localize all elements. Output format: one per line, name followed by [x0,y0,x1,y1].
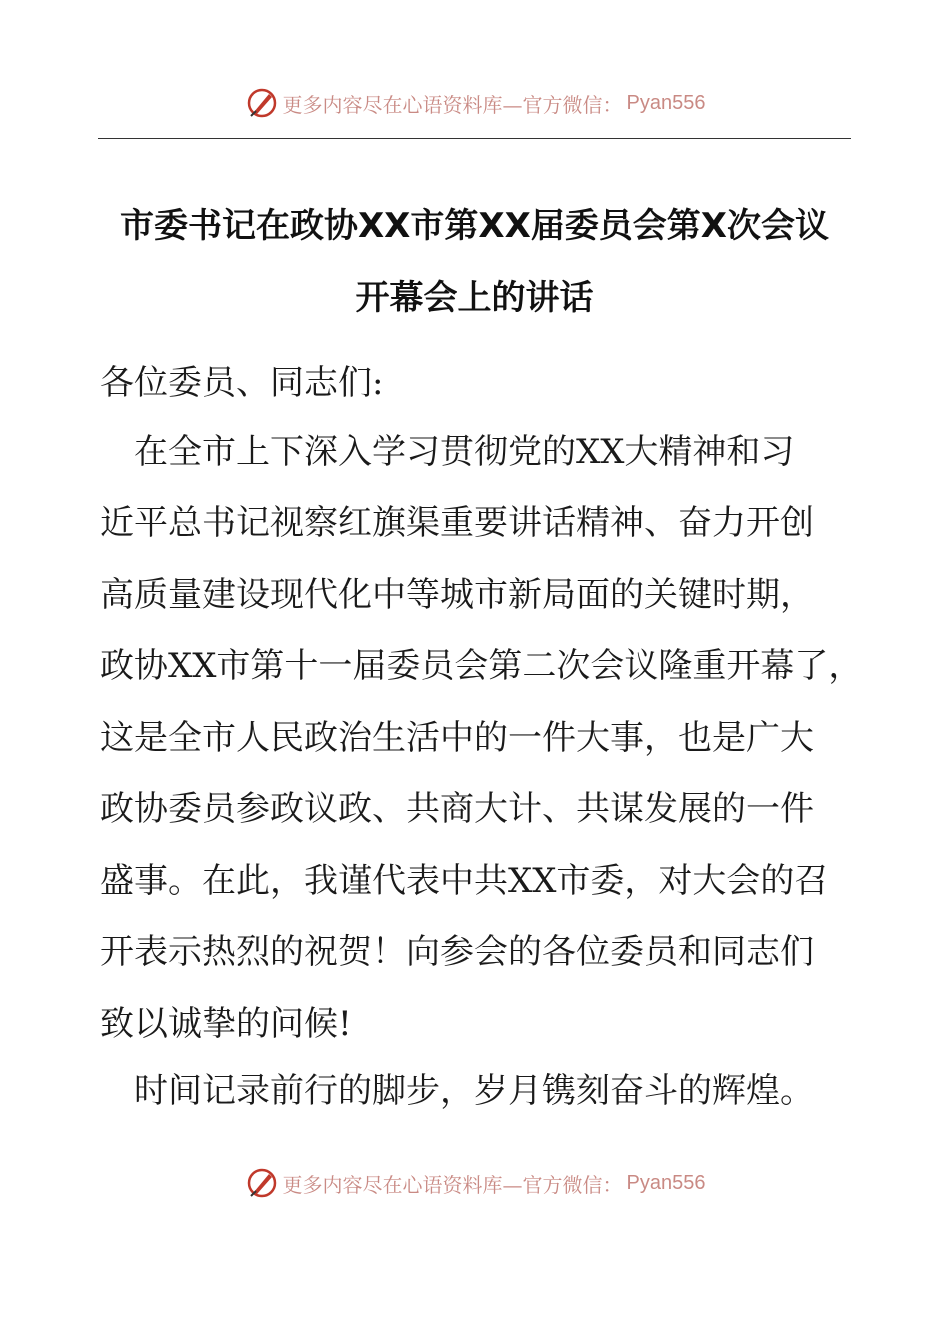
salutation: 各位委员、同志们: [100,363,384,403]
paragraph-line: 在全市上下深入学习贯彻党的XX大精神和习 [100,432,795,472]
paragraph-line: 开表示热烈的祝贺！向参会的各位委员和同志们 [100,932,814,972]
header-banner [0,83,950,123]
paragraph-line: 近平总书记视察红旗渠重要讲话精神、奋力开创 [100,503,814,543]
header-divider [98,138,851,139]
paragraph-line: 致以诚挚的问候! [100,1004,352,1044]
document-title-line-1: 市委书记在政协XX市第XX届委员会第X次会议 [119,206,830,246]
footer-banner [0,1163,950,1203]
quill-logo-icon [245,86,279,120]
footer-wechat-id: Pyan556 [626,1171,706,1194]
paragraph-line: 高质量建设现代化中等城市新局面的关键时期， [100,575,814,615]
document-title-line-2: 开幕会上的讲话 [355,278,594,318]
quill-logo-icon [245,1166,279,1200]
header-promo-text: 更多内容尽在心语资料库—官方微信： [282,92,623,117]
paragraph-line: 盛事。在此，我谨代表中共XX市委，对大会的召 [100,861,829,901]
paragraph-line: 政协XX市第十一届委员会第二次会议隆重开幕了， [100,646,863,686]
paragraph-line: 时间记录前行的脚步，岁月镌刻奋斗的辉煌。 [100,1071,814,1111]
paragraph-line: 政协委员参政议政、共商大计、共谋发展的一件 [100,789,814,829]
footer-promo-text: 更多内容尽在心语资料库—官方微信： [282,1172,623,1197]
paragraph-line: 这是全市人民政治生活中的一件大事，也是广大 [100,718,814,758]
header-wechat-id: Pyan556 [626,91,706,114]
